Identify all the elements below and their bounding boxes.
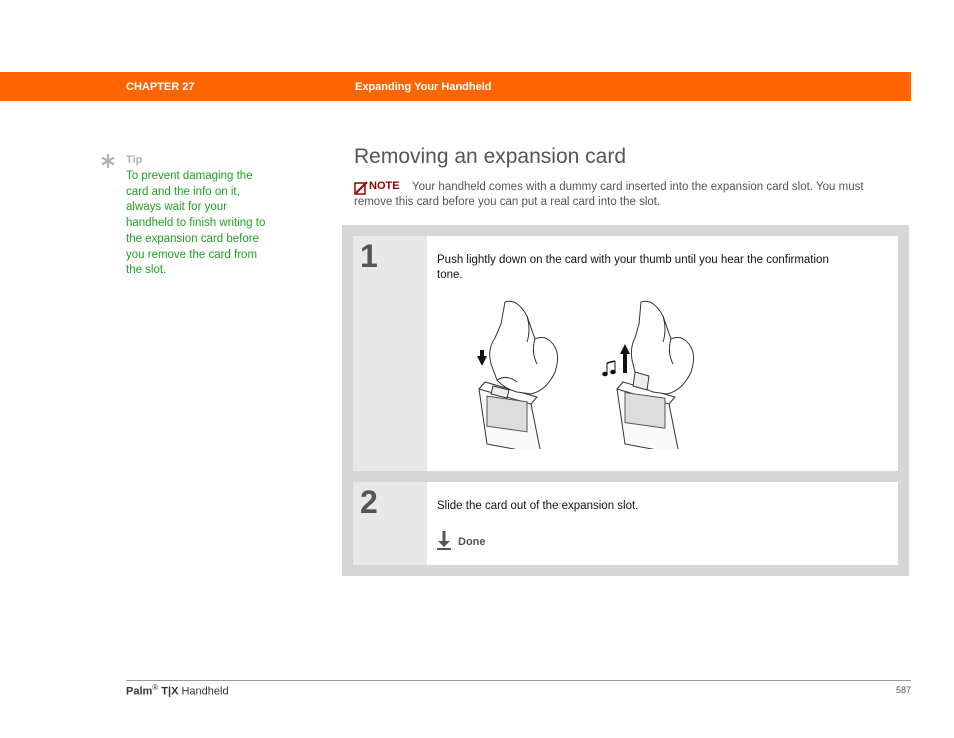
step-number: 2 [360,484,378,520]
handheld-device-push-icon [479,301,558,449]
done-label: Done [458,536,486,548]
footer-product-name [126,683,229,698]
card-removal-illustration [457,294,717,449]
footer-brand: Palm [126,685,153,698]
note-label: NOTE [369,180,400,192]
page-title: Removing an expansion card [354,145,626,168]
chapter-number: CHAPTER 27 [126,81,195,93]
step-text: Slide the card out of the expansion slot. [437,500,639,512]
footer-divider [126,680,911,681]
step-1 [353,236,898,471]
step-number-column [353,482,427,565]
tip-asterisk-icon [100,153,116,169]
page-number: 587 [895,685,911,695]
handheld-device-eject-icon [617,301,694,449]
confirmation-tone-icon [603,361,616,376]
tip-text: To prevent damaging the card and the info on it, always wait for your handheld to finish writing to the expansion card before you remove the card from the slot. [126,170,266,277]
arrow-down-icon [477,350,487,366]
footer-registered-mark: ® [152,683,159,692]
arrow-up-icon [620,344,630,373]
footer-product: Handheld [181,685,229,698]
step-text: Push lightly down on the card with your thumb until you hear the confirmation tone. [437,254,829,281]
tip-label: Tip [126,154,143,166]
steps-panel [342,225,909,576]
done-arrow-icon [437,531,451,551]
step-number-column [353,236,427,471]
chapter-title: Expanding Your Handheld [355,81,492,93]
note-icon [354,181,368,195]
step-number: 1 [360,238,378,274]
step-2 [353,482,898,565]
chapter-header-bar [0,72,911,101]
note-text: Your handheld comes with a dummy card inserted into the expansion card slot. You must remove this card before you can put a real card into the slot. [354,181,864,208]
footer-model: T|X [161,685,179,698]
